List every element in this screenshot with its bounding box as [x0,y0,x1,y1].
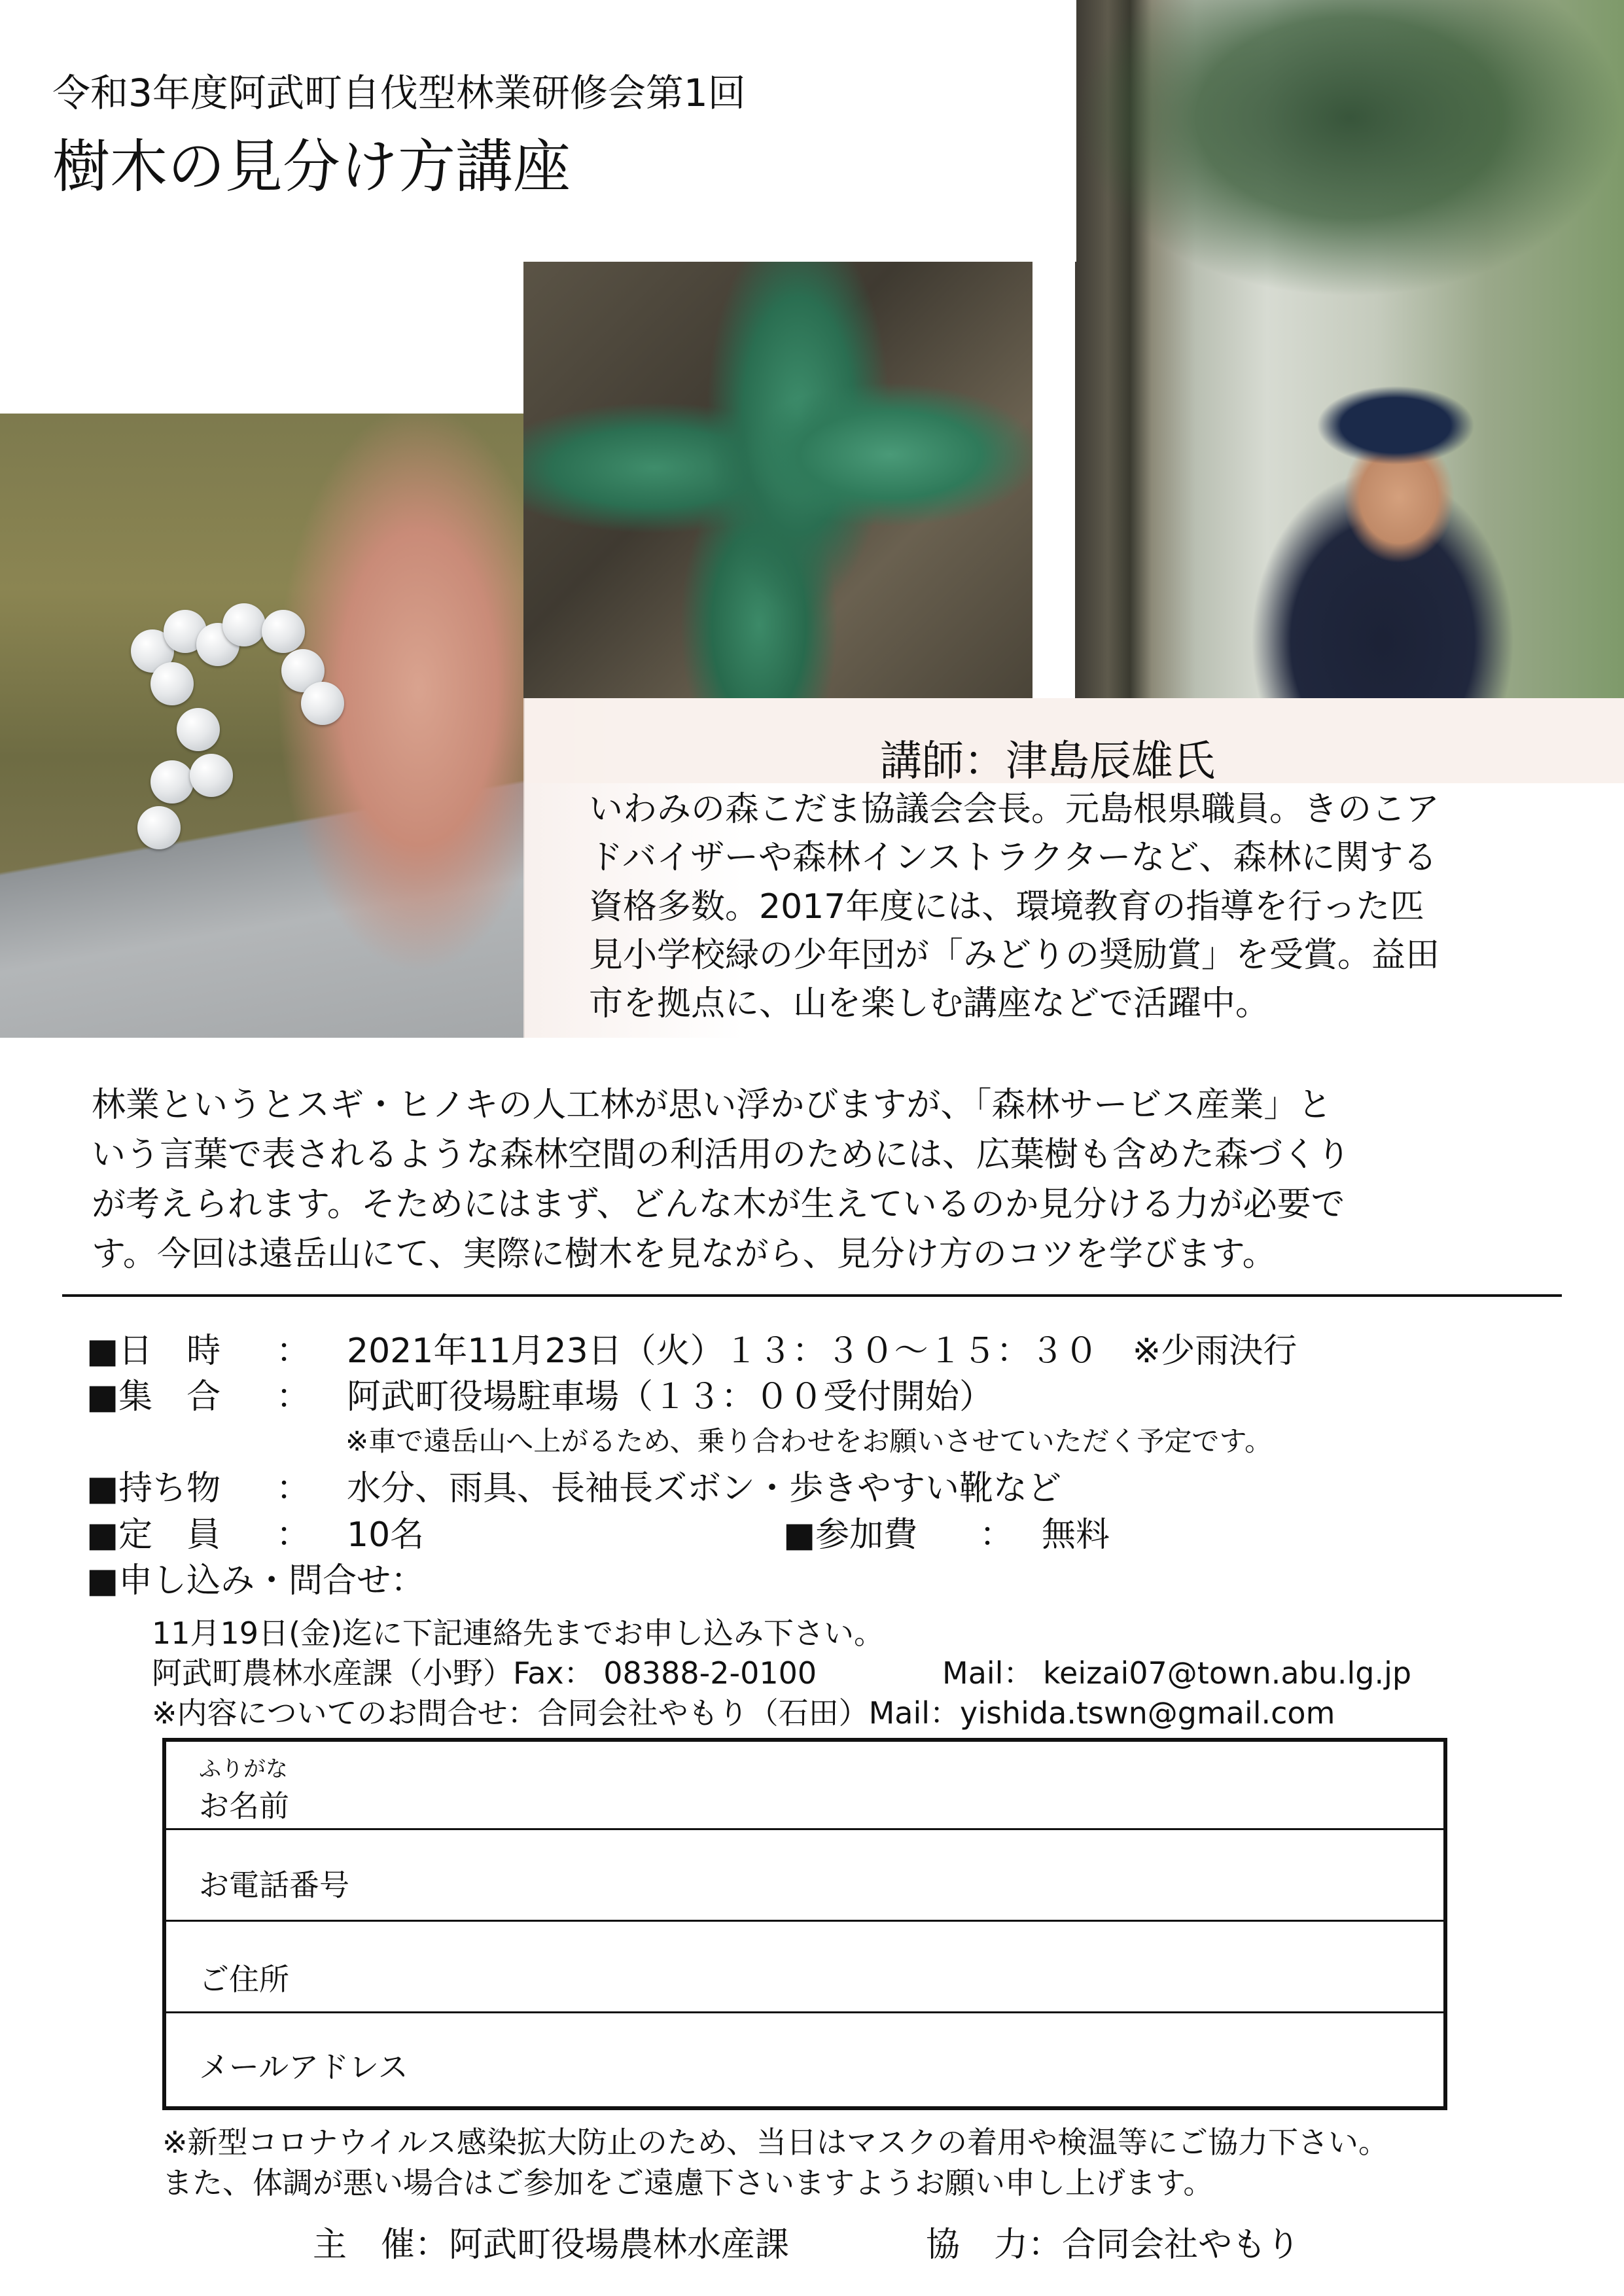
items-row [86,1460,1526,1506]
instructor-bio [589,785,1564,1029]
email-label: メールアドレス [199,2049,408,2085]
berry [150,760,194,804]
section-divider [62,1294,1562,1297]
apply-label: ■申し込み・問合せ： [86,1561,425,1600]
berry [177,708,220,751]
meeting-note: ※車で遠岳山へ上がるため、乗り合わせをお願いさせていただく予定です。 [345,1425,1273,1457]
meeting-value: 阿武町役場駐車場（１３：００受付開始） [347,1377,994,1417]
berry [301,682,344,725]
bio-line: 市を拠点に、山を楽しむ講座などで活躍中。 [589,984,1270,1024]
meeting-row [86,1369,1526,1415]
berry [222,603,266,646]
deadline-text: 11月19日(金)迄に下記連絡先までお申し込み下さい。 [152,1616,884,1651]
bio-line: いわみの森こだま協議会会長。元島根県職員。きのこア [589,790,1440,829]
capacity-row [86,1507,1526,1553]
covid-notice-2: また、体調が悪い場合はご参加をご遠慮下さいますようお願い申し上げます。 [162,2165,1214,2200]
fee-value: 無料 [1042,1515,1110,1555]
colon: ： [276,1469,311,1508]
intro-line: が考えられます。そためにはまず、どんな木が生えているのか見分ける力が必要で [92,1184,1345,1224]
covid-notice-1: ※新型コロナウイルス感染拡大防止のため、当日はマスクの着用や検温等にご協力下さい。 [162,2125,1388,2160]
berry [137,806,181,849]
capacity-label: ■定 員 [86,1515,221,1555]
colon: ： [276,1332,311,1371]
colon: ： [276,1377,311,1417]
colon: ： [980,1515,1014,1555]
bio-line: 見小学校緑の少年団が「みどりの奨励賞」を受賞。益田 [589,936,1440,976]
inquiry-contact: ※内容についてのお問合せ：合同会社やもり（石田）Mail：yishida.tswn@gmail.com [152,1695,1335,1731]
furigana-label: ふりがな [199,1756,288,1782]
application-form [162,1738,1447,2110]
fee-label: ■参加費 [783,1515,918,1555]
date-value: 2021年11月23日（火）１３：３０～１５：３０ ※少雨決行 [347,1332,1297,1371]
organizer: 主 催：阿武町役場農林水産課 [313,2225,790,2265]
phone-label: お電話番号 [199,1867,349,1903]
instructor-photo [1075,0,1624,700]
capacity-value: 10名 [347,1515,425,1555]
address-row[interactable] [166,1922,1443,2013]
instructor-name: 講師：津島辰雄氏 [880,737,1215,786]
berry [190,754,233,797]
berries-photo [0,414,525,1038]
office-mail: Mail： keizai07@town.abu.lg.jp [942,1655,1412,1691]
cooperation: 協 力：合同会社やもり [926,2225,1301,2265]
intro-line: いう言葉で表されるような森林空間の利活用のためには、広葉樹も含めた森づくり [92,1135,1351,1174]
berry [150,662,194,705]
intro-text [92,1081,1551,1280]
intro-line: す。今回は遠岳山にて、実際に樹木を見ながら、見分け方のコツを学びます。 [92,1234,1277,1274]
address-label: ご住所 [199,1962,289,1997]
items-value: 水分、雨具、長袖長ズボン・歩きやすい靴など [347,1469,1062,1508]
intro-line: 林業というとスギ・ヒノキの人工林が思い浮かびますが、「森林サービス産業」と [92,1086,1332,1125]
event-subtitle: 令和3年度阿武町自伐型林業研修会第1回 [52,71,746,115]
phone-row[interactable] [166,1830,1443,1922]
berry [262,610,305,653]
items-label: ■持ち物 [86,1469,221,1508]
name-label: お名前 [199,1788,289,1824]
colon: ： [276,1515,311,1555]
page-title: 樹木の見分け方講座 [52,133,571,200]
date-row [86,1323,1526,1369]
name-row[interactable] [166,1742,1443,1830]
bio-line: ドバイザーや森林インストラクターなど、森林に関する [589,838,1438,878]
email-row[interactable] [166,2013,1443,2106]
meeting-label: ■集 合 [86,1377,221,1417]
date-label: ■日 時 [86,1332,221,1371]
bio-line: 資格多数。2017年度には、環境教育の指導を行った匹 [589,887,1424,927]
office-contact: 阿武町農林水産課（小野）Fax： 08388-2-0100 [152,1655,817,1691]
leaves-photo [523,258,1033,698]
